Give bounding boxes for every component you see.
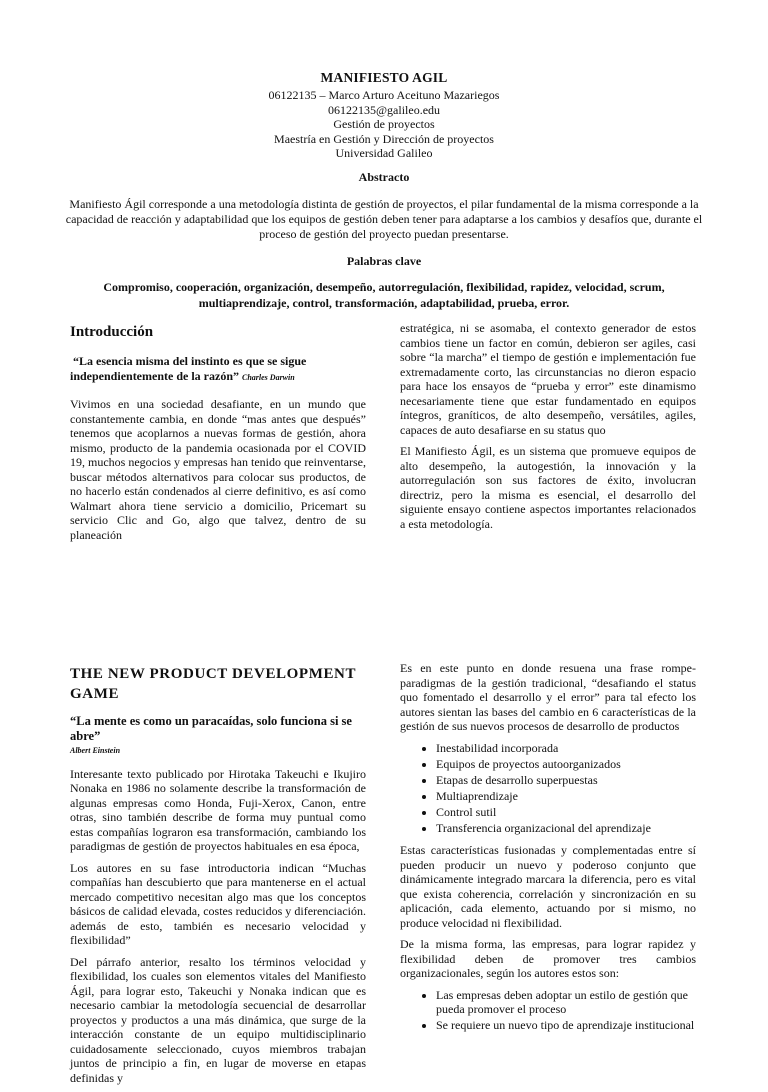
- list-item: • Inestabilidad incorporada: [436, 741, 696, 756]
- intro-quote: [70, 354, 366, 385]
- paper-title: MANIFIESTO AGIL: [320, 70, 448, 85]
- program-name: Maestría en Gestión y Dirección de proyectos: [274, 131, 494, 146]
- characteristics-list: [400, 741, 696, 836]
- keywords-heading: Palabras clave: [346, 253, 422, 268]
- npd-right-paragraph-1: Es en este punto en donde resuena una frase rompe-paradigmas de la gestión tradicional, “desafiando el status quo fomentado el desarrollo y el error” para tal efecto los autores sientan las bases del cambio en 6 características de la gestión de sus nuevos procesos de desarrollo de productos: [400, 661, 696, 733]
- list-item: • Se requiere un nuevo tipo de aprendizaje institucional: [436, 1018, 696, 1033]
- npd-right-column: [400, 661, 696, 1041]
- intro-paragraph-1: Vivimos en una sociedad desafiante, en un mundo que constantemente cambia, en donde “mas antes que después” tenemos que acoplarnos a nuevas formas de gestión, ahora mismo, producto de la pandemia ocasionada por el COVID 19, muchos negocios y empresas han tenido que reinventarse, buscar métodos alternativos para colocar sus productos, de no hacerlo están condenados al cierre definitivo, es así como Walmart ahora tiene servicio a domicilio, Pricemart su servicio Clic and Go, algo que talvez, dentro de su planeación: [70, 397, 366, 542]
- author-email: 06122135@galileo.edu: [327, 102, 441, 117]
- university-name: Universidad Galileo: [335, 146, 433, 160]
- npd-paragraph-2: Los autores en su fase introductoria indican “Muchas compañías han descubierto que para mantenerse en el actual mercado competitivo necesitan algo mas que los conceptos básicos de calidad elevada, costes reducidos y diferenciación. además de esto, también es necesario velocidad y flexibilidad”: [70, 860, 366, 947]
- npd-heading: THE NEW PRODUCT DEVELOPMENT GAME: [70, 666, 356, 702]
- keywords-text: Compromiso, cooperación, organización, desempeño, autorregulación, flexibilidad, rapidez, velocidad, scrum, multiaprendizaje, control, transformación, adaptabilidad, prueba, error.: [103, 279, 665, 310]
- intro-right-column: [400, 321, 696, 538]
- npd-paragraph-3: Del párrafo anterior, resalto los términos velocidad y flexibilidad, los cuales son elementos vitales del Manifiesto Ágil, para lograr esto, Takeuchi y Nonaka indican que es necesario cambiar la metodología secuencial de desarrollar proyectos y productos a una más dinámica, que surge de la interacción constante de un equipo multidisciplinario cuidadosamente seleccionado, cuyos miembros trabajan juntos de principio a fin, en lugar de moverse en etapas definidas y: [70, 954, 366, 1085]
- npd-right-paragraph-2: Estas características fusionadas y complementadas entre sí pueden producir un nuevo y poderoso conjunto que dinámicamente integrado marcara la diferencia, pero es vital que exista coherencia, correlación y sincronización en su aplicación, cada elemento, actuando por si mismo, no produce velocidad ni flexibilidad.: [400, 843, 696, 930]
- list-item: • Etapas de desarrollo superpuestas: [436, 773, 696, 788]
- npd-paragraph-1: Interesante texto publicado por Hirotaka Takeuchi e Ikujiro Nonaka en 1986 no solamente describe la transformación de algunas empresas como Honda, Fuji-Xerox, Canon, entre otras, sino también describe de forma muy puntual como estas compañías lograron esa transformación, cambiando los paradigmas de gestión de proyectos habituales en esa época,: [70, 766, 366, 853]
- npd-quote: “La mente es como un paracaídas, solo funciona si se abre”: [70, 714, 352, 743]
- npd-quote-author: Albert Einstein: [70, 746, 121, 755]
- list-item: • Las empresas deben adoptar un estilo de gestión que pueda promover el proceso: [436, 988, 696, 1017]
- intro-paragraph-3: El Manifiesto Ágil, es un sistema que promueve equipos de alto desempeño, la autogestión, la innovación y la autorregulación son sus factores de éxito, involucran directriz, pero la misma es esencial, el desarrollo del siguiente ensayo contiene aspectos importantes relacionados a esta metodología.: [400, 444, 696, 531]
- abstract-heading: Abstracto: [358, 169, 410, 184]
- intro-heading: Introducción: [70, 324, 154, 340]
- intro-quote-text: “La esencia misma del instinto es que se sigue independientemente de la razón”: [70, 354, 307, 383]
- course-name: Gestión de proyectos: [333, 117, 435, 131]
- intro-quote-author: Charles Darwin: [242, 373, 295, 382]
- npd-left-column: [70, 664, 366, 1092]
- abstract-text: Manifiesto Ágil corresponde a una metodología distinta de gestión de proyectos, el pilar fundamental de la misma corresponde a la capacidad de reacción y adaptabilidad que los equipos de gestión deben tener para adaptarse a los cambios y desafíos que, durante el proceso de gestión del proyecto puedan presentarse.: [65, 196, 703, 241]
- paper-header: [40, 70, 728, 311]
- intro-left-column: [70, 322, 366, 549]
- list-item: • Equipos de proyectos autoorganizados: [436, 757, 696, 772]
- organizational-changes-list: [400, 988, 696, 1033]
- list-item: • Multiaprendizaje: [436, 789, 696, 804]
- npd-right-paragraph-3: De la misma forma, las empresas, para lograr rapidez y flexibilidad deben de promover tres cambios organizacionales, según los autores estos son:: [400, 937, 696, 980]
- author-line: 06122135 – Marco Arturo Aceituno Mazariegos: [268, 88, 500, 102]
- list-item: • Transferencia organizacional del aprendizaje: [436, 821, 696, 836]
- intro-paragraph-2: estratégica, ni se asomaba, el contexto generador de estos cambios tiene un factor en común, debieron ser agiles, casi sobre “la marcha” el tiempo de gestión e implementación fue extremadamente corto, las circunstancias no dieron espacio para hace los ensayos de “prueba y error” este dinamismo necesariamente tiene que estar fundamentado en equipos íntegros, graníticos, de alto desempeño, versátiles, agiles, capaces de auto desafiarse en su status quo: [400, 321, 696, 437]
- list-item: • Control sutil: [436, 805, 696, 820]
